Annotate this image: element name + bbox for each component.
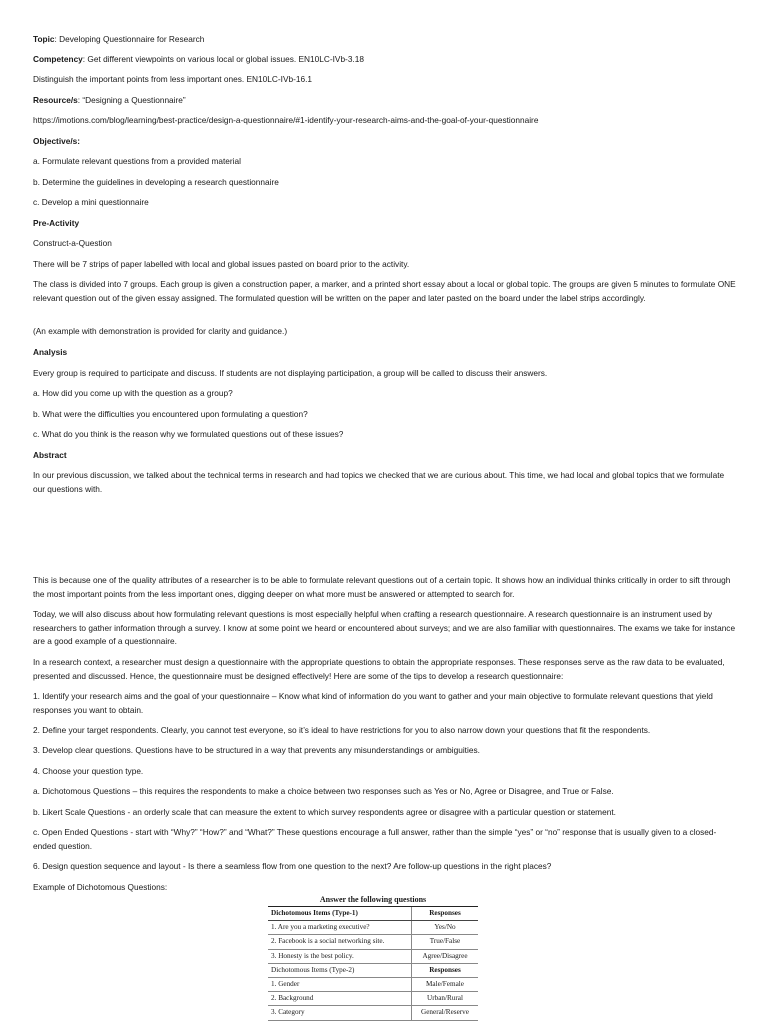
example-label: Example of Dichotomous Questions: — [33, 882, 168, 892]
competency-value: : Get different viewpoints on various local or global issues. EN10LC-IVb-3.18 — [82, 54, 364, 64]
table-response-cell: Yes/No — [412, 921, 479, 935]
competency-line — [33, 53, 738, 67]
table-item-cell: 3. Honesty is the best policy. — [268, 949, 412, 963]
table-item-cell: 1. Are you a marketing executive? — [268, 921, 412, 935]
objective-item: c. Develop a mini questionnaire — [33, 197, 149, 207]
analysis-intro: Every group is required to participate and discuss. If students are not displaying participation, a group will be called to discuss their answers. — [33, 368, 548, 378]
analysis-question: c. What do you think is the reason why we formulated questions out of these issues? — [33, 429, 344, 439]
table-item-cell: Dichotomous Items (Type-1) — [268, 907, 412, 921]
topic-label: Topic — [33, 34, 55, 44]
pre-activity-title: Construct-a-Question — [33, 238, 112, 248]
tip-item: 2. Define your target respondents. Clearly, you cannot test everyone, so it’s ideal to have restrictions for you to also narrow down your questions that fit the respondents. — [33, 725, 651, 735]
analysis-heading: Analysis — [33, 347, 68, 357]
table-row — [268, 949, 478, 963]
tip-subitem: b. Likert Scale Questions - an orderly scale that can measure the extent to which survey respondents agree or disagree with a particular question or statement. — [33, 807, 616, 817]
table-row — [268, 978, 478, 992]
table-item-cell: 2. Background — [268, 992, 412, 1006]
table-response-cell: Responses — [412, 963, 479, 977]
resource-line — [33, 94, 738, 108]
dichotomous-table — [268, 893, 478, 1021]
table-response-cell: Responses — [412, 907, 479, 921]
tip-subitem: a. Dichotomous Questions – this requires the respondents to make a choice between two responses such as Yes or No, Agree or Disagree, and True or False. — [33, 786, 614, 796]
table-item-cell: 3. Category — [268, 1006, 412, 1020]
table-row — [268, 935, 478, 949]
resource-value: : “Designing a Questionnaire” — [77, 95, 186, 105]
tip-item: 6. Design question sequence and layout - Is there a seamless flow from one question to the next? Are follow-up questions in the right places? — [33, 861, 552, 871]
distinguish-line: Distinguish the important points from less important ones. EN10LC-IVb-16.1 — [33, 74, 312, 84]
pre-activity-heading: Pre-Activity — [33, 218, 80, 228]
table-item-cell: 2. Facebook is a social networking site. — [268, 935, 412, 949]
table-response-cell: Male/Female — [412, 978, 479, 992]
tip-item: 1. Identify your research aims and the goal of your questionnaire – Know what kind of information do you want to gather and your main objective to formulate relevant questions that yield responses you want to obtain. — [33, 691, 713, 715]
competency-label: Competency — [33, 54, 83, 64]
pre-activity-note: (An example with demonstration is provided for clarity and guidance.) — [33, 326, 288, 336]
dichotomous-items-table — [268, 906, 478, 1021]
table-response-cell: General/Reserve — [412, 1006, 479, 1020]
resource-label: Resource/s — [33, 95, 78, 105]
table-response-cell: Urban/Rural — [412, 992, 479, 1006]
table-response-cell: True/False — [412, 935, 479, 949]
table-row — [268, 1006, 478, 1020]
tip-item: 4. Choose your question type. — [33, 766, 144, 776]
abstract-paragraph: In a research context, a researcher must design a questionnaire with the appropriate questions to obtain the appropriate responses. These responses serve as the raw data to be evaluated, presented and discussed. Hence, the questionnaire must be designed effectively! Here are some of the tips to develop a research questionnaire: — [33, 657, 725, 681]
objective-item: a. Formulate relevant questions from a provided material — [33, 156, 241, 166]
analysis-question: b. What were the difficulties you encountered upon formulating a question? — [33, 409, 308, 419]
table-item-cell: Dichotomous Items (Type-2) — [268, 963, 412, 977]
table-response-cell: Agree/Disagree — [412, 949, 479, 963]
topic-value: : Developing Questionnaire for Research — [54, 34, 205, 44]
resource-url[interactable]: https://imotions.com/blog/learning/best-practice/design-a-questionnaire/#1-identify-your-research-aims-and-the-goal-of-your-questionnaire — [33, 115, 539, 125]
table-caption: Answer the following questions — [319, 895, 427, 904]
tip-subitem: c. Open Ended Questions - start with “Why?” “How?” and “What?” These questions encourage a full answer, rather than the simple “yes” or “no” response that is usually given to a closed-ended question. — [33, 827, 717, 851]
analysis-question: a. How did you come up with the question as a group? — [33, 388, 233, 398]
table-row — [268, 907, 478, 921]
abstract-paragraph: This is because one of the quality attributes of a researcher is to be able to formulate relevant questions out of a certain topic. It shows how an individual thinks critically in order to sift through the most important points from the less important ones, digging deeper on what more must be answered or attempted to search for. — [33, 575, 731, 599]
abstract-paragraph: In our previous discussion, we talked about the technical terms in research and had topics we checked that we are curious about. This time, we had local and global topics that we formulate our questions with. — [33, 470, 725, 494]
abstract-paragraph: Today, we will also discuss about how formulating relevant questions is most especially helpful when crafting a research questionnaire. A research questionnaire is an instrument used by researchers to gather information through a survey. I know at some point we heard or encountered about surveys; and we are also familiar with questionnaires. The exams we take for instance are a good example of a questionnaire. — [33, 609, 736, 647]
table-row — [268, 921, 478, 935]
objectives-heading: Objective/s: — [33, 136, 81, 146]
tip-item: 3. Develop clear questions. Questions have to be structured in a way that prevents any misunderstandings or ambiguities. — [33, 745, 480, 755]
pre-activity-paragraph: The class is divided into 7 groups. Each group is given a construction paper, a marker, and a printed short essay about a local or global topic. The groups are given 5 minutes to formulate ONE relevant question out of the given essay assigned. The formulated question will be written on the paper and later pasted on the board under the label strips accordingly. — [33, 279, 736, 303]
topic-line — [33, 33, 738, 47]
table-item-cell: 1. Gender — [268, 978, 412, 992]
pre-activity-paragraph: There will be 7 strips of paper labelled with local and global issues pasted on board prior to the activity. — [33, 259, 410, 269]
objective-item: b. Determine the guidelines in developing a research questionnaire — [33, 177, 279, 187]
table-row — [268, 992, 478, 1006]
abstract-heading: Abstract — [33, 450, 67, 460]
table-row — [268, 963, 478, 977]
